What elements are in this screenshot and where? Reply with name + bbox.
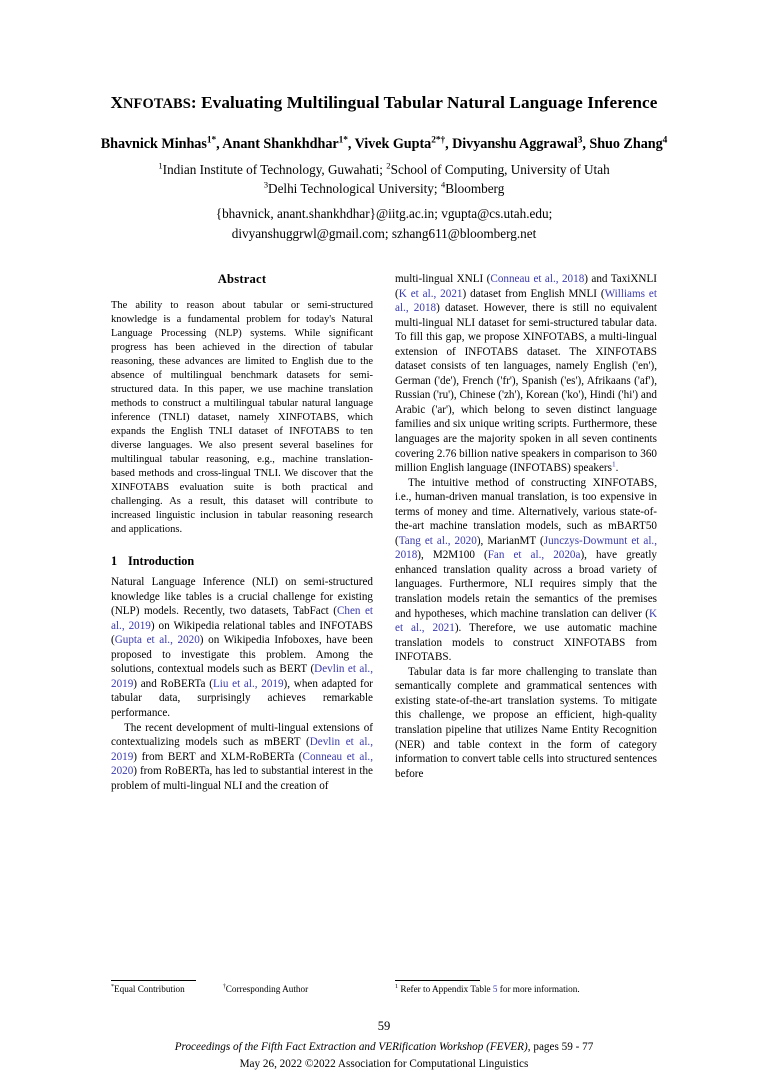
abstract-text	[111, 299, 373, 537]
citation-liu-2019[interactable]: Liu et al., 2019	[212, 677, 284, 690]
section-title: Introduction	[128, 553, 195, 568]
rp2-text-8: .	[448, 651, 452, 664]
rp2-text-2: , i.e., human-driven manual translation, is too expensive in terms of money and time. Alternatively, various state-of-the-art machine translation models, such as mBART50 (	[395, 476, 657, 547]
author-3-marks: 2*†	[431, 134, 446, 145]
footnote-right	[395, 983, 580, 995]
rp2-text-6: ). Therefore, we use automatic machine translation models to construct	[395, 622, 657, 649]
author-2-name: Anant Shankhdhar	[222, 135, 339, 152]
affil-4-text: Bloomberg	[445, 181, 505, 197]
footnote-reference-1[interactable]: 1	[611, 459, 616, 469]
citation-k-2021-b[interactable]: K et al., 2021	[395, 607, 657, 635]
paragraph-intro-2	[111, 721, 373, 794]
affiliation-line-2	[64, 179, 704, 199]
affil-2-num: 2	[386, 160, 391, 171]
paragraph-right-2	[395, 476, 657, 665]
abstract-smallcaps-2: INFOTABS	[289, 425, 340, 437]
rp1-text-2: ) and TaxiXNLI (	[395, 273, 657, 300]
author-3: Vivek Gupta$^{2*\dagger}$,	[354, 134, 453, 152]
citation-williams-2018[interactable]: Williams et al., 2018	[395, 287, 657, 315]
rp1-text-3: ) dataset from English MNLI (	[462, 287, 605, 300]
rp1-smallcaps-4: INFOTABS	[513, 462, 568, 475]
citation-conneau-2018[interactable]: Conneau et al., 2018	[490, 273, 585, 285]
p1-text-6: ), when adapted for tabular data, surprisingly achieves remarkable performance.	[111, 677, 373, 720]
affil-1-num: 1	[158, 160, 163, 171]
citation-k-2021[interactable]: K et al., 2021	[398, 287, 463, 300]
rp1-text-7: dataset consists of ten languages, namely English ('en'), German ('de'), French ('fr'), Spanish ('es'), Afrikaans ('af'), Russian ('ru'), Chinese ('zh'), Korean ('ko'), Hindi ('hi') and Arabic ('ar'), which belong to seven distinct language families and six unique writing scripts. Furthermore, these languages are the majority spoken in all seven continents covering 2.76 billion native speakers in comparison to 360 million English language (	[395, 360, 657, 475]
section-heading-introduction	[111, 554, 373, 569]
p2-text-1: The recent development of multi-lingual extensions of contextualizing models such as mBERT (	[111, 721, 373, 749]
abstract-part-4: evaluation suite is both practical and challenging. As a result, this dataset will contribute to increased linguistic inclusion in tabular reasoning research and applications.	[111, 481, 373, 535]
affil-2-text: School of Computing, University of Utah	[390, 161, 610, 177]
paragraph-intro-1	[111, 575, 373, 720]
footnote-text-b: for more information.	[497, 984, 580, 994]
title-smallcaps-term: XNFOTABS	[110, 93, 191, 112]
footnote-mark-1: 1	[395, 983, 399, 990]
rp1-text-5: , a multi-lingual extension of	[395, 331, 657, 358]
rp2-text-5: ), have greatly enhanced translation quality across a broad variety of languages. Furthermore, NLI requires simply that the translation models retain the semantics of the premises and hypotheses, which machine translation can deliver (	[395, 549, 657, 620]
p1-text-3: (	[111, 634, 115, 647]
author-5-name: Shuo Zhang	[589, 135, 663, 152]
affil-4-num: 4	[440, 180, 446, 191]
footnote-mark-asterisk: *	[111, 983, 115, 990]
author-3-name: Vivek Gupta	[354, 135, 432, 152]
affil-1-text: Indian Institute of Technology, Guwahati;	[162, 161, 387, 177]
rp1-text-8: ) speakers	[567, 462, 612, 475]
affiliations	[64, 160, 704, 199]
section-number: 1	[111, 553, 118, 568]
rp2-smallcaps-3: INFOTABS	[395, 651, 449, 664]
abstract-part-1: The ability to reason about tabular or semi-structured knowledge is a fundamental problem for today's Natural Language Processing (NLP) systems. While significant progress has been achieved in the direction of tabular reasoning, these advances are limited to English due to the absence of multilingual benchmark datasets for semi-structured data. In this paper, we use machine translation methods to construct a multilingual tabular natural language inference (TNLI) dataset, namely	[111, 299, 373, 423]
rp2-smallcaps-2: XINFOTABS	[563, 636, 626, 649]
author-1-marks: 1*	[206, 134, 217, 145]
citation-tang-2020[interactable]: Tang et al., 2020	[398, 534, 477, 547]
footnote-rule-right	[395, 980, 480, 981]
email-block	[64, 204, 704, 245]
title-block	[64, 92, 704, 245]
footnote-text-equal-contribution: Equal Contribution	[114, 984, 185, 994]
rp1-text-4: ) dataset. However, there is still no equivalent multi-lingual NLI dataset for semi-structured tabular data. To fill this gap, we propose	[395, 302, 657, 344]
abstract-part-2: , which expands the English TNLI dataset of	[111, 411, 373, 437]
author-2-marks: 1*	[338, 134, 348, 145]
rp2-smallcaps-1: XINFOTABS	[592, 476, 655, 489]
footnote-table-link[interactable]: 5	[492, 984, 498, 994]
p1-text-4: ) on Wikipedia Infoboxes, have been proposed to investigate this problem. Among the solutions, contextual models such as BERT (	[111, 634, 373, 676]
proceedings-title: Proceedings of the Fifth Fact Extraction and VERification Workshop (FEVER)	[174, 1041, 528, 1053]
p2-text-3: ) from RoBERTa, has led to substantial interest in the problem of multi-lingual NLI and the creation of	[111, 765, 373, 792]
right-column	[395, 272, 657, 781]
page-title	[64, 92, 704, 114]
rp2-text-3: ), MarianMT (	[476, 534, 544, 547]
author-1-name: Bhavnick Minhas	[100, 135, 207, 152]
abstract-smallcaps-1: XINFOTABS	[278, 411, 337, 423]
rp2-text-1: The intuitive method of constructing	[408, 476, 593, 489]
abstract-smallcaps-3: XINFOTABS	[111, 481, 170, 493]
rp2-text-4: ), M2M100 (	[417, 549, 488, 562]
author-4-marks: 3	[577, 134, 583, 145]
citation-conneau-2020[interactable]: Conneau et al., 2020	[111, 750, 374, 778]
p1-text-2: ) on Wikipedia relational tables and	[150, 619, 320, 632]
rp3-text-1: Tabular data is far more challenging to translate than semantically complete and grammatical sentences with existing state-of-the-art translation systems. To mitigate this challenge, we propose an efficient, high-quality translation pipeline that utilizes Name Entity Recognition (NER) and table context in the form of category information to convert table cells into structured sentences before	[395, 665, 657, 780]
citation-chen-2019[interactable]: Chen et al., 2019	[111, 605, 374, 632]
email-line-2: divyanshuggrwl@gmail.com; szhang611@bloomberg.net	[231, 226, 537, 242]
affil-3-num: 3	[263, 180, 269, 191]
proceedings-line	[0, 1041, 768, 1053]
page-number: 59	[377, 1019, 391, 1033]
abstract-heading: Abstract	[217, 272, 267, 286]
rp1-text-1: multi-lingual XNLI (	[395, 273, 491, 285]
author-2: Anant Shankhdhar$^{1*}$,	[222, 134, 355, 152]
citation-devlin-2019[interactable]: Devlin et al., 2019	[111, 663, 373, 690]
title-rest: : Evaluating Multilingual Tabular Natural Language Inference	[190, 93, 658, 112]
abstract-part-3: to ten diverse languages. We also present several baselines for multilingual tabular reasoning, e.g., machine translation-based methods and cross-lingual TNLI. We discover that the	[111, 425, 374, 479]
rp1-text-6: dataset. The	[518, 345, 596, 358]
paragraph-right-1	[395, 272, 657, 476]
affil-3-text: Delhi Technological University;	[268, 181, 441, 197]
citation-gupta-2020[interactable]: Gupta et al., 2020	[114, 634, 200, 647]
citation-junczys-dowmunt-2018[interactable]: Junczys-Dowmunt et al., 2018	[395, 534, 657, 562]
rp1-smallcaps-2: INFOTABS	[464, 345, 519, 358]
p1-smallcaps-infotabs: INFOTABS	[319, 619, 373, 632]
citation-devlin-2019-b[interactable]: Devlin et al., 2019	[111, 736, 374, 763]
author-list	[64, 135, 704, 153]
p1-text-5: ) and RoBERTa (	[133, 677, 213, 690]
footnote-rule-left	[111, 980, 196, 981]
p2-text-2: ) from BERT and XLM-RoBERTa (	[133, 750, 303, 763]
footnote-text-a: Refer to Appendix Table	[400, 984, 493, 994]
citation-fan-2020a[interactable]: Fan et al., 2020a	[487, 549, 581, 562]
proceedings-pages: , pages 59 - 77	[527, 1041, 594, 1053]
left-column	[111, 272, 373, 793]
p1-text-1: Natural Language Inference (NLI) on semi-structured knowledge like tables is a crucial challenge for existing (NLP) models. Recently, two datasets, TabFact (	[111, 576, 373, 618]
title-smallcaps-rest: NFOTABS	[123, 96, 191, 112]
rp1-text-9: .	[615, 462, 619, 475]
paragraph-right-3	[395, 665, 657, 781]
copyright-line: May 26, 2022 ©2022 Association for Computational Linguistics	[239, 1058, 529, 1070]
author-1: Bhavnick Minhas$^{1*}$,	[100, 134, 223, 152]
rp1-smallcaps-3: XINFOTABS	[595, 345, 657, 358]
author-4-name: Divyanshu Aggrawal	[452, 135, 578, 152]
author-5-marks: 4	[662, 134, 668, 145]
affiliation-line-1	[64, 160, 704, 180]
rp1-smallcaps-1: XINFOTABS	[522, 331, 585, 344]
author-4: Divyanshu Aggrawal$^3$,	[452, 134, 590, 152]
rp2-text-7: from	[625, 636, 657, 649]
footnote-mark-dagger: †	[222, 983, 226, 990]
footnote-text-corresponding-author: Corresponding Author	[225, 984, 309, 994]
footnote-left	[111, 983, 308, 995]
email-line-1: {bhavnick, anant.shankhdhar}@iitg.ac.in; vgupta@cs.utah.edu;	[215, 206, 553, 222]
author-5	[589, 136, 667, 152]
